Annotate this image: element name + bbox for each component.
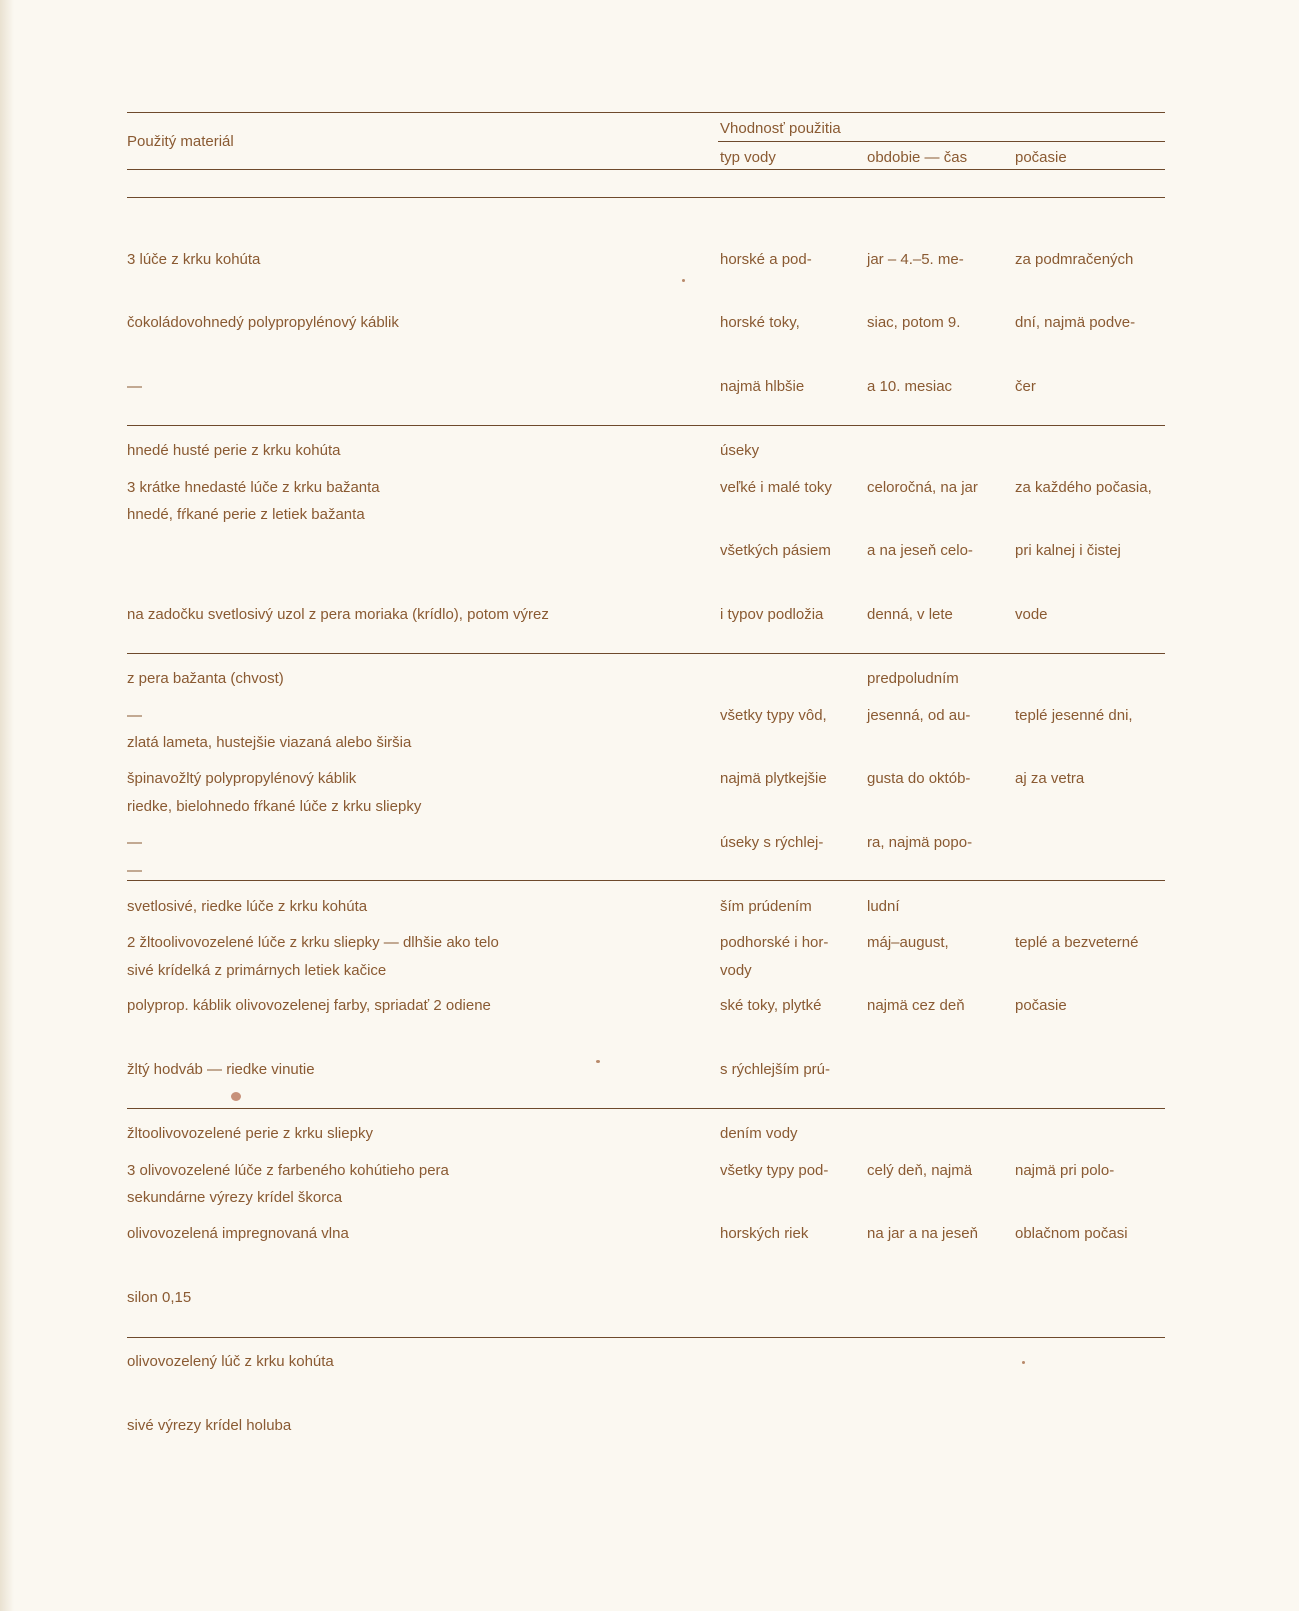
row5-water-line: všetky typy pod- [720,1161,829,1179]
row5-material-line: olivovozelený lúč z krku kohúta [127,1353,334,1371]
header-col-season: obdobie — čas [867,149,968,166]
row3-material-line: svetlosivé, riedke lúče z krku kohúta [127,898,368,916]
row2-top-rule [127,425,1165,426]
row2-season-line: denná, v lete [867,606,953,624]
table-bottom-rule [127,1337,1165,1338]
row2-material-line: 3 krátke hnedasté lúče z krku bažanta [127,478,380,496]
page-edge-shadow [0,0,14,1611]
row4-season-line: najmä cez deň [867,997,965,1015]
row5-weather-line: najmä pri polo- [1015,1161,1115,1179]
paper-speck [231,1092,241,1101]
row5-weather-line: oblačnom počasi [1015,1225,1128,1243]
header-col-weather: počasie [1015,149,1067,166]
row3-season-line: ra, najmä popo- [867,834,973,852]
row1-material-line: hnedé husté perie z krku kohúta [127,442,341,460]
row1-weather-line: dní, najmä podve- [1015,314,1136,332]
row1-material-line: — [127,378,142,396]
row5-weather [1015,1117,1128,1266]
row3-material-line: sivé krídelká z primárnych letiek kačice [127,962,387,980]
row3-material-line: špinavožltý polypropylénový káblik [127,770,357,788]
row2-weather-line: pri kalnej i čistej [1015,542,1121,560]
row2-material-line: na zadočku svetlosivý uzol z pera moriaka (krídlo), potom výrez [127,606,549,624]
row1-material-line: 3 lúče z krku kohúta [127,250,261,268]
row3-weather-line: teplé jesenné dni, [1015,706,1133,724]
row5-season-line: celý deň, najmä [867,1161,973,1179]
row4-water-line: s rýchlejším prú- [720,1061,831,1079]
row1-season-line: jar – 4.–5. me- [867,250,964,268]
row2-weather-line: vode [1015,606,1048,624]
row4-season-line: máj–august, [867,933,949,951]
row2-season-line: predpoludním [867,670,959,688]
row2-material-line: — [127,861,142,879]
header-top-rule [127,112,1165,113]
row5-water-line: horských riek [720,1225,809,1243]
row2-weather [1015,434,1152,647]
row1-weather-line: čer [1015,378,1036,396]
row3-material-line: — [127,834,142,852]
row5-season-line: na jar a na jeseň [867,1225,978,1243]
header-bottom-rule [127,169,1165,170]
row2-water-line: veľké i malé toky [720,478,832,496]
row2-season-line: celoročná, na jar [867,478,978,496]
row4-weather [1015,889,1138,1038]
row1-weather-line: za podmračených [1015,250,1134,268]
row4-material-line: polyprop. káblik olivovozelenej farby, spriadať 2 odiene [127,997,491,1015]
row4-top-rule [127,880,1165,881]
row1-water-line: najmä hlbšie [720,378,805,396]
row1-material-line: čokoládovohnedý polypropylénový káblik [127,314,399,332]
row5-water [720,1117,828,1266]
body-top-rule [127,197,1165,198]
paper-speck [596,1060,600,1063]
header-suitability-label: Vhodnosť použitia [720,120,841,137]
row4-water-line: ské toky, plytké [720,997,822,1015]
row2-weather-line: za každého počasia, [1015,478,1152,496]
paper-speck [1022,1361,1025,1364]
row1-water-line: horské a pod- [720,250,812,268]
row3-season-line: jesenná, od au- [867,706,971,724]
row5-material-line: olivovozelená impregnovaná vlna [127,1225,349,1243]
row4-material-line: 2 žltoolivovozelené lúče z krku sliepky — dlhšie ako telo [127,933,499,951]
row2-season-line: a na jeseň celo- [867,542,973,560]
row3-season-line: gusta do októb- [867,770,971,788]
row1-water-line: horské toky, [720,314,800,332]
row1-season [867,206,964,419]
row5-material [127,1117,449,1458]
row1-water-line: úseky [720,442,760,460]
row2-water [720,434,832,647]
row3-water-line: najmä plytkejšie [720,770,827,788]
row2-water-line: všetkých pásiem [720,542,831,560]
row3-weather-line: aj za vetra [1015,770,1085,788]
header-suitability-rule [718,141,1165,142]
row5-material-line: silon 0,15 [127,1289,192,1307]
row2-material-line: zlatá lameta, hustejšie viazaná alebo širšia [127,734,412,752]
row5-season [867,1117,978,1266]
row1-material-line: hnedé, fŕkané perie z letiek bažanta [127,506,365,524]
row4-water-line: podhorské i hor- [720,933,829,951]
row1-weather [1015,206,1135,419]
row5-material-line: sivé výrezy krídel holuba [127,1417,292,1435]
row4-material-line: žltý hodváb — riedke vinutie [127,1061,315,1079]
row4-material-line: žltoolivovozelené perie z krku sliepky [127,1125,373,1143]
row1-season-line: siac, potom 9. [867,314,961,332]
row3-top-rule [127,653,1165,654]
row1-season-line: a 10. mesiac [867,378,953,396]
row3-water-line: ším prúdením [720,898,812,916]
row5-material-line: 3 olivovozelené lúče z farbeného kohútieho pera [127,1161,449,1179]
row4-weather-line: teplé a bezveterné [1015,933,1139,951]
row3-season-line: ludní [867,898,900,916]
row3-material-line: — [127,706,142,724]
row3-weather [1015,662,1133,811]
row5-top-rule [127,1108,1165,1109]
row4-weather-line: počasie [1015,997,1067,1015]
row4-season [867,889,965,1038]
row3-water-line: všetky typy vôd, [720,706,827,724]
header-material-label: Použitý materiál [127,133,234,150]
row2-material-line: z pera bažanta (chvost) [127,670,284,688]
paper-speck [682,279,685,282]
row2-water-line: i typov podložia [720,606,824,624]
header-col-water: typ vody [720,149,776,166]
row3-water-line: úseky s rýchlej- [720,834,824,852]
row3-water-line: vody [720,962,752,980]
row2-material-line: riedke, bielohnedo fŕkané lúče z krku sliepky [127,798,422,816]
row4-material-line: sekundárne výrezy krídel škorca [127,1189,343,1207]
row4-water-line: dením vody [720,1125,798,1143]
row2-material-line [127,540,549,561]
